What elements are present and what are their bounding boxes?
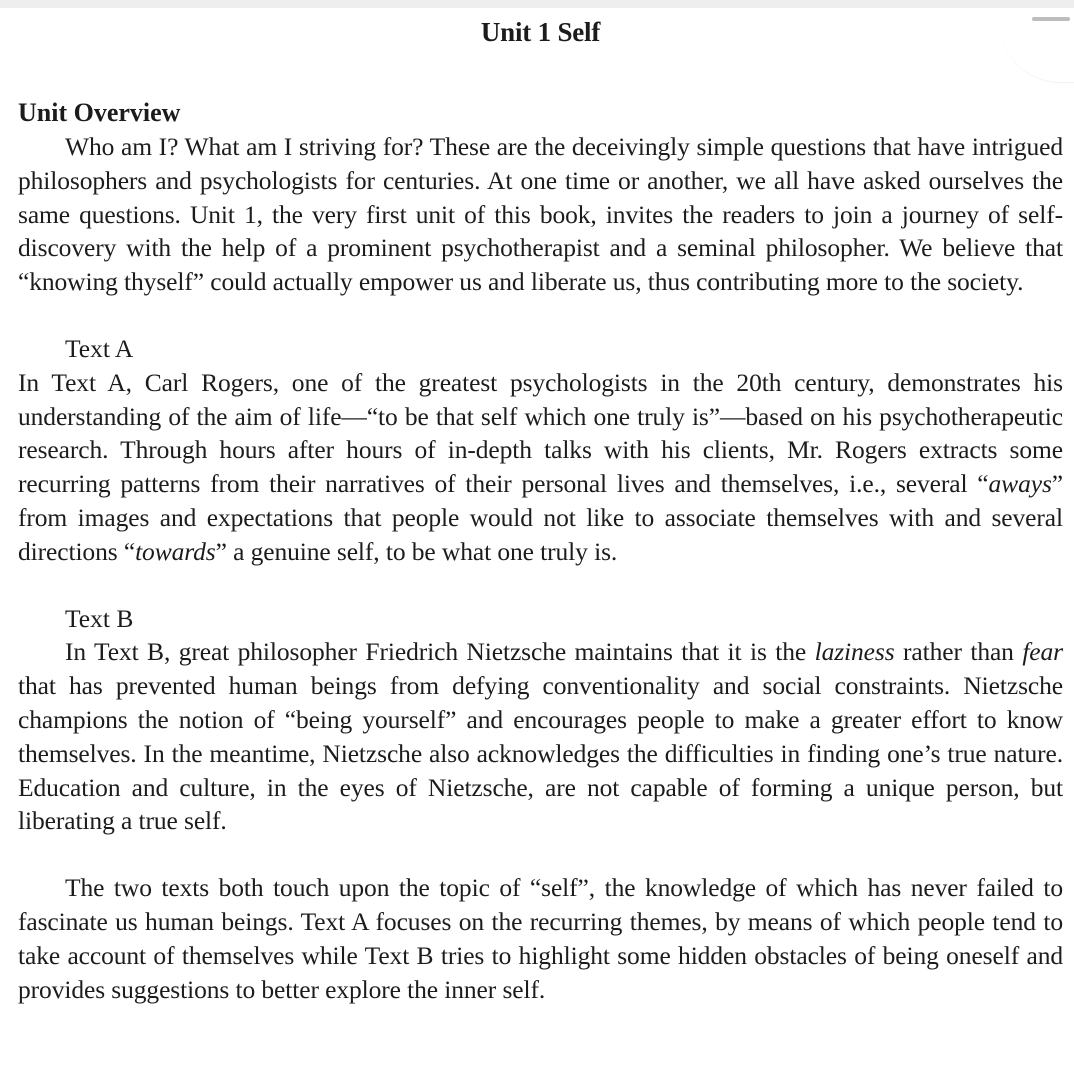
text-a-emphasis-aways: aways xyxy=(988,469,1052,499)
text-b-part-3: that has prevented human beings from defying conventionality and social constraints. Nietzsche champions the notion of “being yourself” and encourages people to make a greater effort to know themselves. In the meantime, Nietzsche also acknowledges the difficulties in finding one’s true nature. Education and culture, in the eyes of Nietzsche, are not capable of forming a unique person, but liberating a true self. xyxy=(18,671,1063,836)
text-b-paragraph xyxy=(18,635,1063,838)
text-b-emphasis-fear: fear xyxy=(1022,637,1063,667)
overview-paragraph: Who am I? What am I striving for? These are the deceivingly simple questions that have intrigued philosophers and psychologists for centuries. At one time or another, we all have asked ourselves the same questions. Unit 1, the very first unit of this book, invites the readers to join a journey of self-discovery with the help of a prominent psychotherapist and a seminal philosopher. We believe that “knowing thyself” could actually empower us and liberate us, thus contributing more to the society. xyxy=(18,132,1063,297)
overview-heading: Unit Overview xyxy=(18,98,181,127)
text-b-part-2: rather than xyxy=(894,637,1023,667)
page-title: Unit 1 Self xyxy=(480,17,601,47)
text-b-label: Text B xyxy=(65,603,134,633)
text-a-part-3: ” a genuine self, to be what one truly is. xyxy=(215,536,618,566)
text-a-part-2: ” from images and expectations that people would not like to associate themselves with and several directions “ xyxy=(18,469,1063,566)
text-a-label: Text A xyxy=(65,333,134,363)
text-b-part-1: In Text B, great philosopher Friedrich Nietzsche maintains that it is the xyxy=(65,637,815,667)
text-b-emphasis-laziness: laziness xyxy=(814,637,895,667)
document-page xyxy=(18,14,1063,1006)
top-bar xyxy=(0,0,1074,8)
text-a-emphasis-towards: towards xyxy=(135,536,216,566)
text-a-part-1: In Text A, Carl Rogers, one of the greatest psychologists in the 20th century, demonstrates his understanding of the aim of life—“to be that self which one truly is”—based on his psychotherapeutic research. Through hours after hours of in-depth talks with his clients, Mr. Rogers extracts some recurring patterns from their narratives of their personal lives and themselves, i.e., several “ xyxy=(18,367,1063,499)
summary-paragraph: The two texts both touch upon the topic of “self”, the knowledge of which has never failed to fascinate us human beings. Text A focuses on the recurring themes, by means of which people tend to take account of themselves while Text B tries to highlight some hidden obstacles of being oneself and provides suggestions to better explore the inner self. xyxy=(18,873,1063,1004)
text-a-paragraph xyxy=(18,366,1063,569)
